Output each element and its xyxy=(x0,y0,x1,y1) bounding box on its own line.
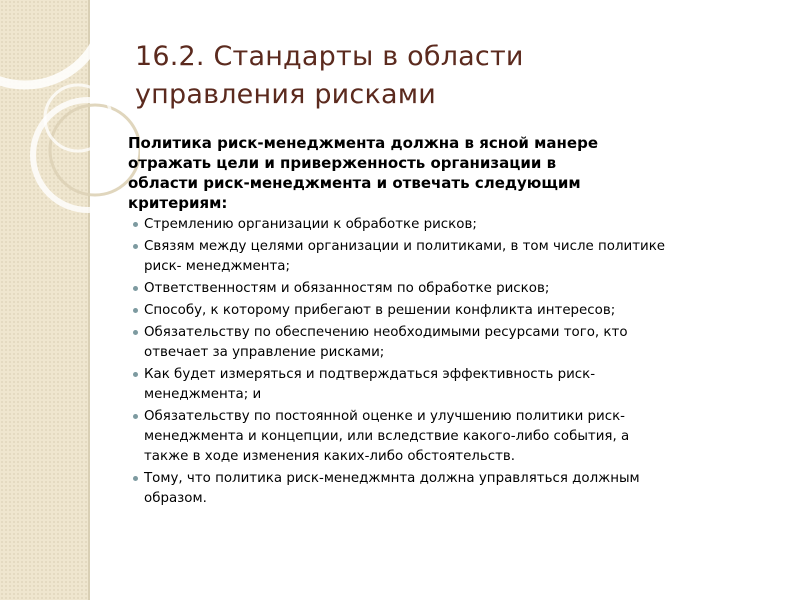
criteria-item-line: также в ходе изменения каких-либо обстоятельств. xyxy=(144,449,516,464)
intro-line: отражать цели и приверженность организации в xyxy=(128,154,557,172)
intro-line: Политика риск-менеджмента должна в ясной манере xyxy=(128,134,598,152)
intro-line: критериям: xyxy=(128,194,228,212)
bullet-icon xyxy=(133,372,138,377)
slide-body xyxy=(128,133,778,511)
bullet-icon xyxy=(133,308,138,313)
criteria-item xyxy=(128,301,778,321)
slide-title xyxy=(135,38,775,114)
criteria-item xyxy=(128,323,778,363)
slide-title-line: управления рисками xyxy=(135,79,437,110)
intro-line: области риск-менеджмента и отвечать следующим xyxy=(128,174,581,192)
criteria-item-line: Обязательству по постоянной оценке и улучшению политики риск- xyxy=(144,409,626,424)
decorative-ring-inner xyxy=(50,105,140,195)
decorative-rings xyxy=(0,0,140,260)
bullet-icon xyxy=(133,476,138,481)
criteria-item xyxy=(128,279,778,299)
criteria-item-line: Способу, к которому прибегают в решении конфликта интересов; xyxy=(144,303,616,318)
criteria-item xyxy=(128,469,778,509)
bullet-icon xyxy=(133,286,138,291)
bullet-icon xyxy=(133,244,138,249)
criteria-item-line: риск- менеджмента; xyxy=(144,259,291,274)
criteria-item xyxy=(128,237,778,277)
bullet-icon xyxy=(133,414,138,419)
criteria-item xyxy=(128,215,778,235)
bullet-icon xyxy=(133,222,138,227)
criteria-item-line: менеджмента; и xyxy=(144,387,262,402)
criteria-item-line: Ответственностям и обязанностям по обработке рисков; xyxy=(144,281,550,296)
criteria-item xyxy=(128,365,778,405)
criteria-item-line: менеджмента и концепции, или вследствие какого-либо события, а xyxy=(144,429,630,444)
criteria-item-line: Связям между целями организации и политиками, в том числе политике xyxy=(144,239,666,254)
criteria-item-line: Стремлению организации к обработке рисков; xyxy=(144,217,477,232)
criteria-item-line: образом. xyxy=(144,491,207,506)
decorative-ring-large xyxy=(0,0,105,85)
decorative-ring-small xyxy=(45,85,111,151)
criteria-item-line: Обязательству по обеспечению необходимыми ресурсами того, кто xyxy=(144,325,628,340)
criteria-item-line: Тому, что политика риск-менеджмнта должна управляться должным xyxy=(144,471,640,486)
criteria-list xyxy=(128,215,778,509)
criteria-item xyxy=(128,407,778,467)
intro-paragraph xyxy=(128,133,778,213)
slide-title-line: 16.2. Стандарты в области xyxy=(135,41,524,72)
criteria-item-line: отвечает за управление рисками; xyxy=(144,345,385,360)
criteria-item-line: Как будет измеряться и подтверждаться эффективность риск- xyxy=(144,367,596,382)
bullet-icon xyxy=(133,330,138,335)
